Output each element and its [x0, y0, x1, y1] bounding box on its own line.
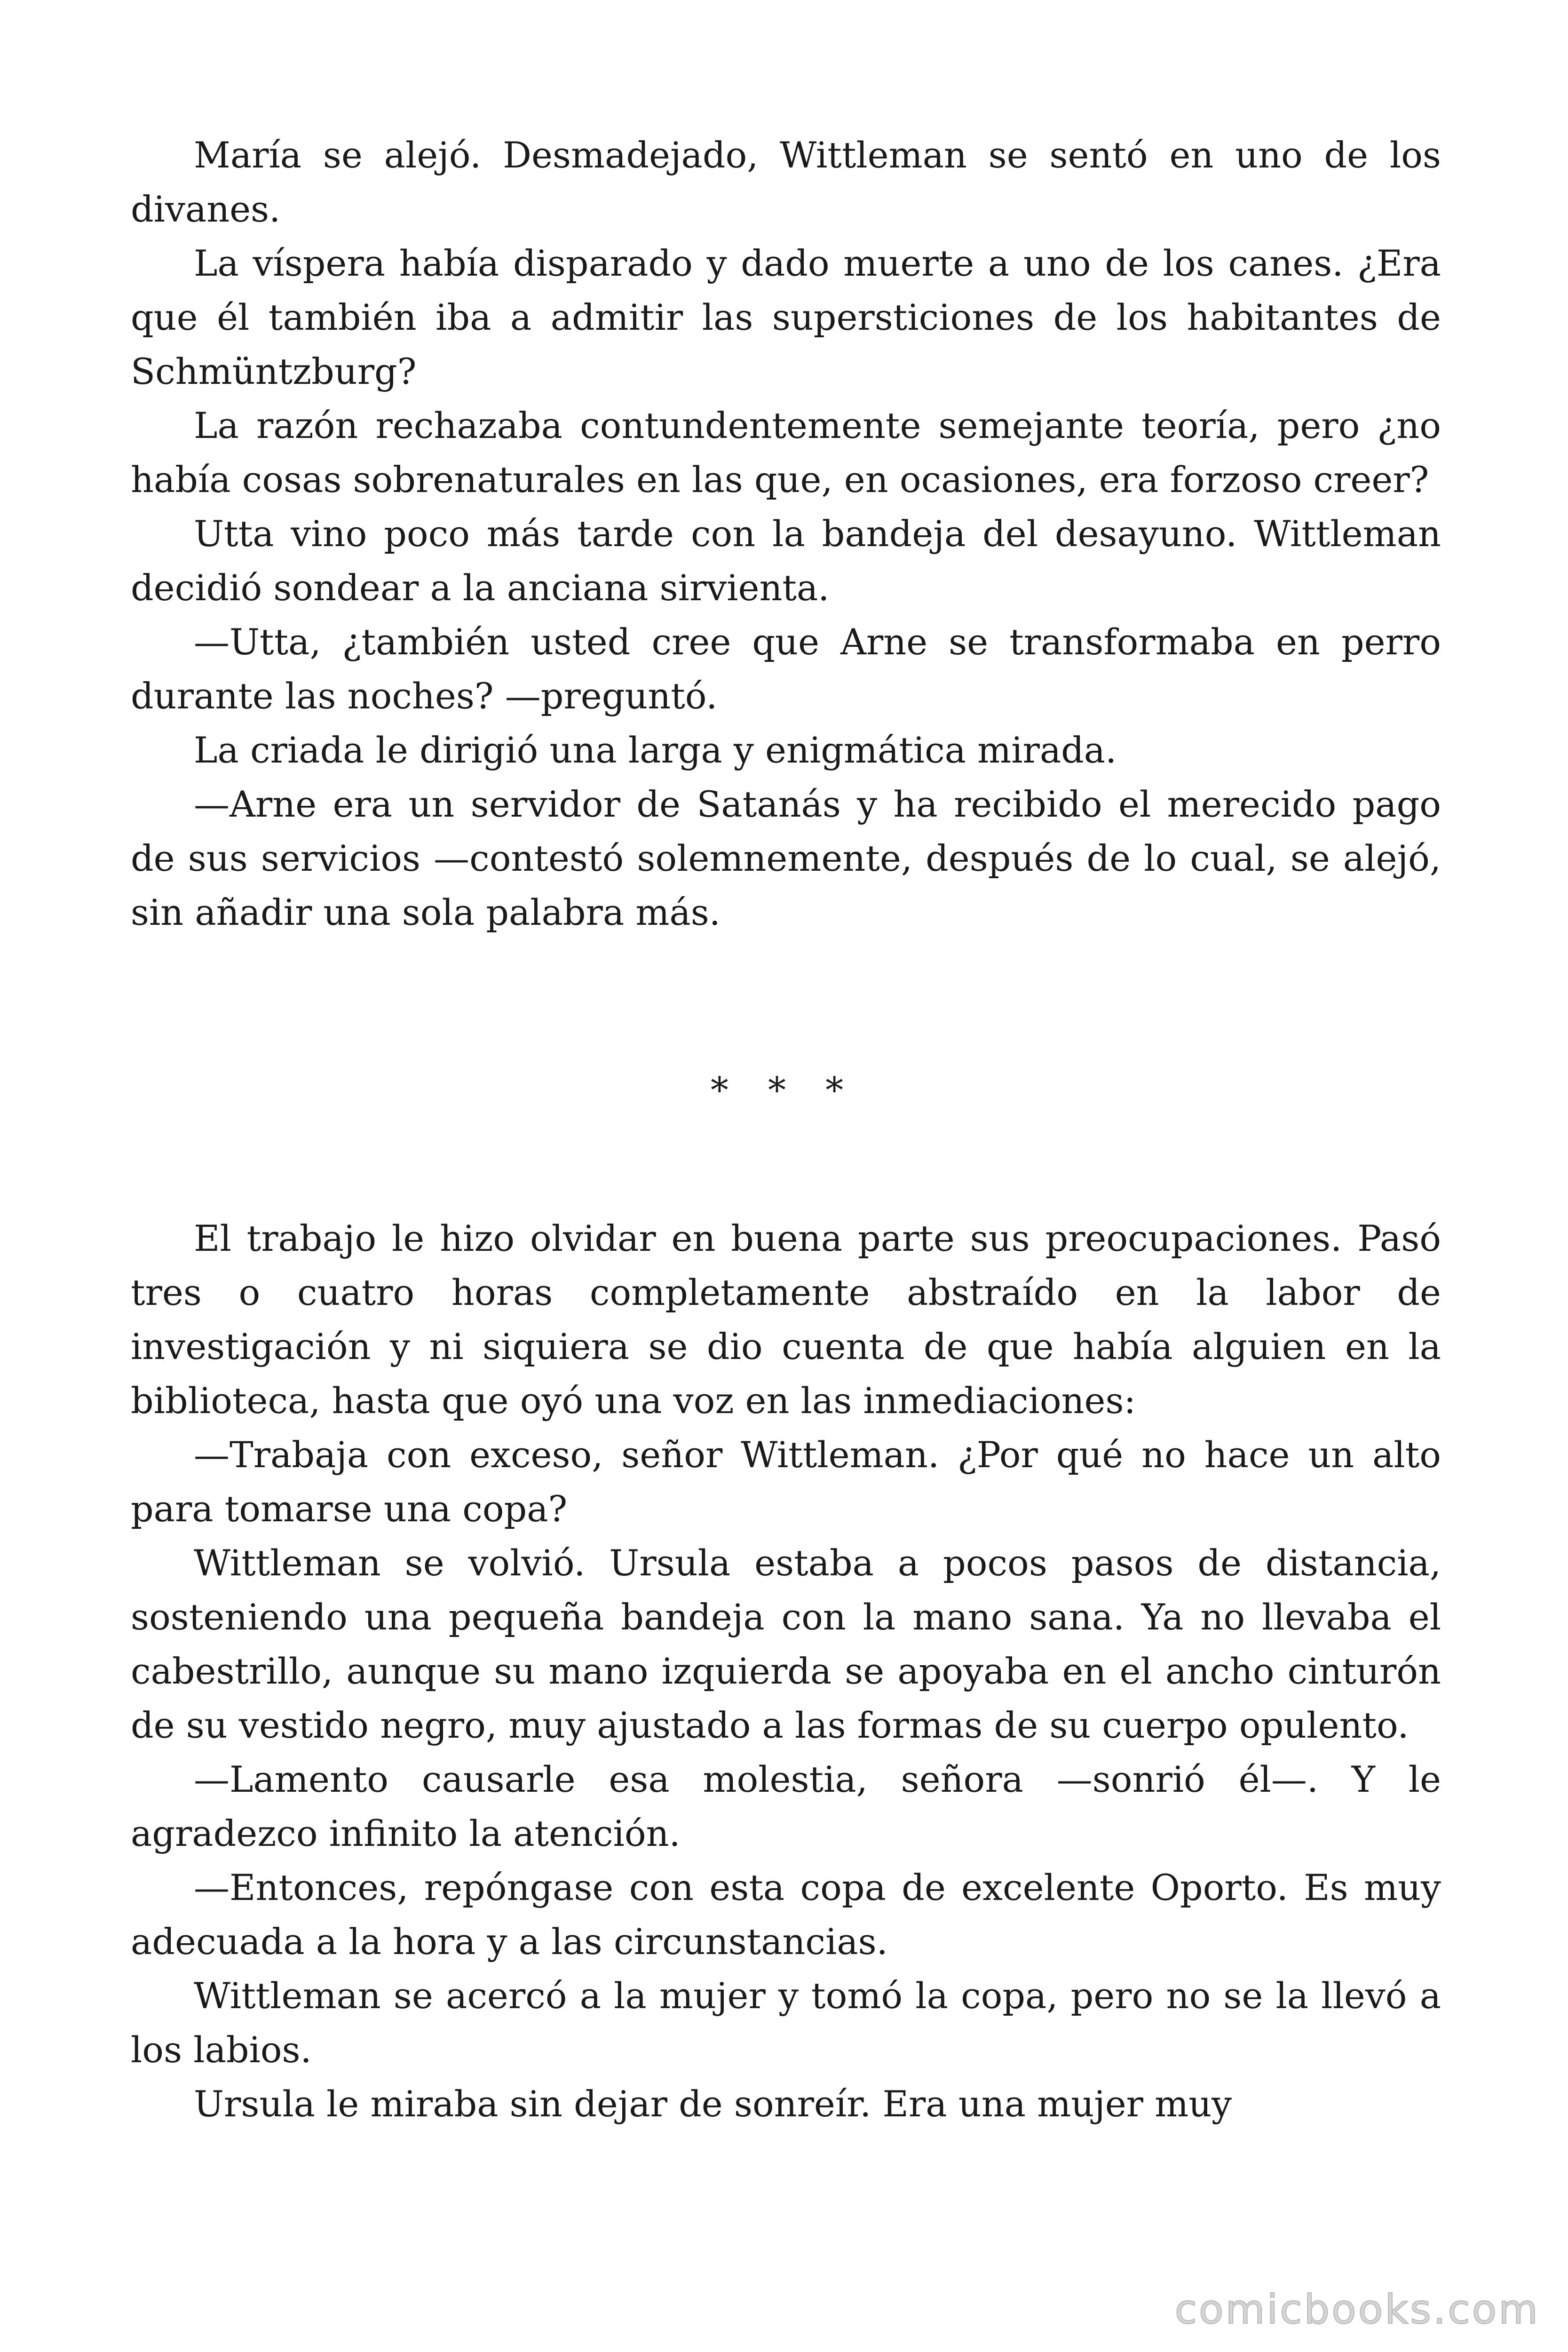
paragraph: —Utta, ¿también usted cree que Arne se transformaba en perro durante las noches? —preguntó.: [131, 621, 1441, 717]
paragraph: La víspera había disparado y dado muerte a uno de los canes. ¿Era que él también iba a admitir las supersticiones de los habitantes de Schmüntzburg?: [131, 242, 1441, 392]
paragraph: —Arne era un servidor de Satanás y ha recibido el merecido pago de sus servicios —contestó solemnemente, después de lo cual, se alejó, sin añadir una sola palabra más.: [131, 783, 1441, 933]
section-separator: * * *: [710, 1069, 858, 1111]
paragraph: El trabajo le hizo olvidar en buena parte sus preocupaciones. Pasó tres o cuatro horas completamente abstraído en la labor de investigación y ni siquiera se dio cuenta de que había alguien en la biblioteca, hasta que oyó una voz en las inmediaciones:: [131, 1217, 1441, 1422]
paragraph: —Trabaja con exceso, señor Wittleman. ¿Por qué no hace un alto para tomarse una copa?: [131, 1434, 1441, 1530]
text-section-2: [131, 1211, 1441, 2131]
paragraph: —Entonces, repóngase con esta copa de excelente Oporto. Es muy adecuada a la hora y a las circunstancias.: [131, 1867, 1441, 1963]
text-section-1: [131, 128, 1441, 939]
paragraph: —Lamento causarle esa molestia, señora —sonrió él—. Y le agradezco infinito la atención.: [131, 1758, 1441, 1854]
paragraph: La criada le dirigió una larga y enigmática mirada.: [194, 729, 1117, 771]
paragraph: Ursula le miraba sin dejar de sonreír. Era una mujer muy: [194, 2083, 1232, 2125]
paragraph: Utta vino poco más tarde con la bandeja del desayuno. Wittleman decidió sondear a la anciana sirvienta.: [131, 513, 1441, 609]
paragraph: La razón rechazaba contundentemente semejante teoría, pero ¿no había cosas sobrenaturales en las que, en ocasiones, era forzoso creer?: [131, 405, 1441, 501]
paragraph: María se alejó. Desmadejado, Wittleman se sentó en uno de los divanes.: [131, 134, 1441, 230]
paragraph: Wittleman se volvió. Ursula estaba a pocos pasos de distancia, sosteniendo una pequeña bandeja con la mano sana. Ya no llevaba el cabestrillo, aunque su mano izquierda se apoyaba en el ancho cinturón de su vestido negro, muy ajustado a las formas de su cuerpo opulento.: [131, 1542, 1441, 1746]
paragraph: Wittleman se acercó a la mujer y tomó la copa, pero no se la llevó a los labios.: [131, 1975, 1441, 2071]
watermark: comicbooks.com: [1174, 2286, 1540, 2333]
